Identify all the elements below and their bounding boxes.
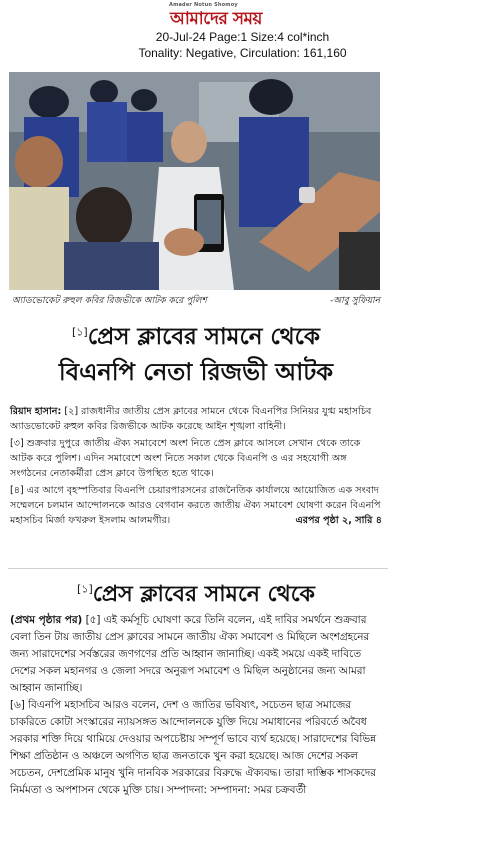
story1-para-3: [৪] এর আগে বৃহস্পতিবার বিএনপি চেয়ারপারসনের রাজনৈতিক কার্যালয়ে আয়োজিত এক সংবাদ সম্মেলনে চলমান আন্দোলনকে আরও বেগবান করতে জাতীয় ঐক্য সমাবেশ ঘোষণা করেন বিএনপি মহাসচিব মির্জা ফখরুল ইসলাম আলমগীর। (10, 485, 381, 526)
story1-headline-line2: বিএনপি নেতা রিজভী আটক (58, 358, 334, 386)
story1-headline-line1 (0, 318, 392, 357)
photo-caption-row (9, 292, 380, 306)
news-photo (9, 72, 380, 290)
story1-para-1-text: [২] রাজধানীর জাতীয় প্রেস ক্লাবের সামনে থেকে বিএনপির সিনিয়র যুগ্ম মহাসচিব অ্যাডভোকেট রুহুল কবির রিজভীকে আটক করেছে আইন শৃঙ্খলা বাহিনী। (10, 406, 372, 432)
newspaper-logo (168, 2, 318, 28)
story2-para-5-text: [৫] এই কর্মসূচি ঘোষণা করে তিনি বলেন, এই দাবির সমর্থনে শুক্রবার বেলা তিন টায় জাতীয় প্রেস ক্লাবের সামনে জাতীয় ঐক্য সমাবেশ ও মিছিলে অংশগ্রহনের জন্য সারাদেশের সর্বস্তরের জণগণের প্রতি আহ্বান জানাচ্ছি। একই সময়ে একই দাবিতে দেশের সকল মহানগর ও জেলা সদরে অনুরূপ সমাবেশ ও মিছিল অনুষ্ঠানের জন্য আমরা আহ্বান জানাচ্ছি। (10, 614, 370, 694)
story1-headline-text-1: প্রেস ক্লাবের সামনে থেকে (87, 324, 320, 350)
story1-byline: রিয়াদ হাসান: (10, 406, 62, 417)
story2-headline-text: প্রেস ক্লাবের সামনে থেকে (92, 582, 315, 607)
section-divider (8, 568, 388, 569)
story2-para-5 (10, 612, 388, 697)
story1-para-1 (10, 404, 386, 434)
story1-para-2: [৩] শুক্রবার দুপুরে জাতীয় ঐক্য সমাবেশে অংশ নিতে প্রেস ক্লাবে আসলে সেখান থেকে তাকে আটক করে পুলিশ। এদিন সমাবেশে অংশ নিতে সকাল থেকে বিএনপি ও এর সহযোগী অঙ্গ সংগঠনের নেতাকর্মীরা প্রেস ক্লাবে উপস্থিত হতে থাকে। (10, 438, 361, 479)
story2-para-6: [৬] বিএনপি মহাসচিব আরও বলেন, দেশ ও জাতির ভবিষ্যৎ, সচেতন ছাত্র সমাজের চাকরিতে কোটা সংস্কারের ন্যায়সঙ্গত আন্দোলনকে যুক্তি দিয়ে সমাধানের পরিবর্তে অবৈধ সরকার শক্তি দিয়ে থামিয়ে দেওয়ার অপচেষ্টায় সম্পূর্ণ ভাবে ব্যর্থ হয়েছে। সারাদেশের বিভিন্ন শিক্ষা প্রতিষ্ঠান ও অঞ্চলে অগণিত ছাত্র জনতাকে খুন করা হয়েছে। আজ দেশের সকল সচেতন, দেশপ্রেমিক মানুষ খুনি দানবিক সরকারের বিরুদ্ধে ঐক্যবদ্ধ। তারা দাম্ভিক শাসকদের নির্মমতা ও অপশাসন থেকে মুক্তি চায়। সম্পাদনা: সম্পাদনা: সমর চক্রবর্তী (10, 699, 377, 796)
story1-jump-line: এরপর পৃষ্ঠা ২, সারি ৪ (295, 515, 382, 526)
clipping-header (0, 0, 485, 78)
story2-lead: (প্রথম পৃষ্ঠার পর) (10, 614, 83, 626)
logo-tagline: Amader Notun Shomoy (169, 2, 238, 8)
photo-caption: অ্যাডভোকেট রুহুল কবির রিজভীকে আটক করে পুলিশ (12, 296, 207, 306)
logo-wordmark: আমাদের সময় (170, 9, 262, 29)
story1-seq: [১] (72, 325, 88, 339)
tonality-info: Tonality: Negative, Circulation: 161,160 (138, 46, 347, 60)
news-photo-illustration (9, 72, 380, 290)
story2-body (10, 612, 388, 799)
photo-credit: -আবু সুফিয়ান (330, 296, 380, 306)
story2-seq: [১] (77, 582, 93, 596)
story2-headline (0, 577, 392, 614)
clip-info: 20-Jul-24 Page:1 Size:4 col*inch (155, 30, 330, 44)
story1-body (10, 404, 386, 528)
